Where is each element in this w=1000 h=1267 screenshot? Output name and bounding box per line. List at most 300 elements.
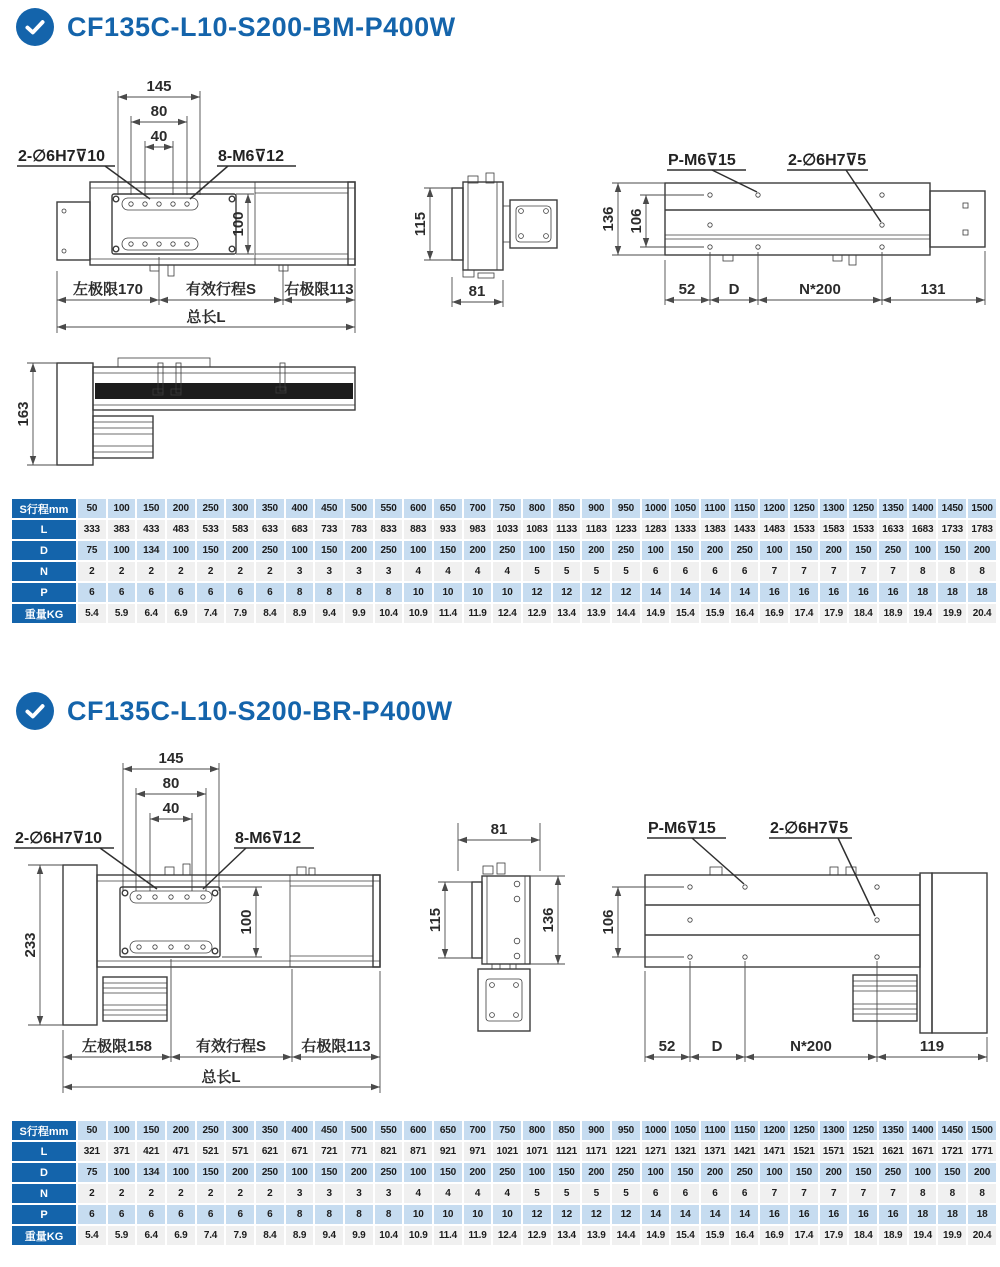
table-cell: 1221 <box>612 1142 640 1161</box>
table-cell: 1333 <box>671 520 699 539</box>
check-icon <box>16 692 54 730</box>
table-cell: 8 <box>938 1184 966 1203</box>
table-cell: 1771 <box>968 1142 996 1161</box>
row-label: 重量KG <box>12 604 76 623</box>
table-cell: 100 <box>760 541 788 560</box>
table-cell: 850 <box>553 499 581 518</box>
table-cell: 15.9 <box>701 1226 729 1245</box>
table-cell: 1521 <box>849 1142 877 1161</box>
table-cell: 100 <box>108 541 136 560</box>
table-cell: 7 <box>820 1184 848 1203</box>
table-cell: 12 <box>582 583 610 602</box>
table-cell: 250 <box>612 541 640 560</box>
table-cell: 100 <box>108 1163 136 1182</box>
table-cell: 5 <box>612 562 640 581</box>
table-cell: 1671 <box>909 1142 937 1161</box>
table-cell: 14 <box>671 583 699 602</box>
table-cell: 533 <box>197 520 225 539</box>
table-cell: 2 <box>137 562 165 581</box>
table-cell: 12 <box>553 583 581 602</box>
table-cell: 600 <box>404 499 432 518</box>
table-cell: 1233 <box>612 520 640 539</box>
table-cell: 5.9 <box>108 1226 136 1245</box>
table-cell: 883 <box>404 520 432 539</box>
table-cell: 250 <box>197 1121 225 1140</box>
table-cell: 1421 <box>731 1142 759 1161</box>
table-cell: 1500 <box>968 1121 996 1140</box>
table-cell: 1450 <box>938 1121 966 1140</box>
table-cell: 150 <box>434 541 462 560</box>
table-cell: 250 <box>375 541 403 560</box>
table-cell: 471 <box>167 1142 195 1161</box>
table-cell: 6 <box>226 1205 254 1224</box>
dim-40: 40 <box>150 128 168 145</box>
table-cell: 671 <box>286 1142 314 1161</box>
table-cell: 200 <box>701 541 729 560</box>
table-cell: 6.9 <box>167 604 195 623</box>
table-cell: 6 <box>731 1184 759 1203</box>
table-cell: 19.9 <box>938 1226 966 1245</box>
table-cell: 2 <box>167 1184 195 1203</box>
table-cell: 7 <box>879 1184 907 1203</box>
table-cell: 1200 <box>760 499 788 518</box>
table-cell: 16.9 <box>760 604 788 623</box>
table-cell: 14.9 <box>642 604 670 623</box>
table-cell: 1183 <box>582 520 610 539</box>
table-cell: 16 <box>849 1205 877 1224</box>
table-cell: 250 <box>375 1163 403 1182</box>
table-cell: 150 <box>938 1163 966 1182</box>
table-cell: 1383 <box>701 520 729 539</box>
table-cell: 5 <box>582 562 610 581</box>
table-cell: 8 <box>968 1184 996 1203</box>
table-cell: 14 <box>701 583 729 602</box>
dim-left-limit: 左极限170 <box>72 281 144 298</box>
table-cell: 633 <box>256 520 284 539</box>
table-cell: 350 <box>256 1121 284 1140</box>
table-cell: 200 <box>820 1163 848 1182</box>
table-cell: 3 <box>286 562 314 581</box>
table-row <box>12 1226 996 1245</box>
table-cell: 1633 <box>879 520 907 539</box>
row-label: P <box>12 1205 76 1224</box>
table-cell: 5.4 <box>78 1226 106 1245</box>
table-cell: 150 <box>553 541 581 560</box>
check-icon <box>16 8 54 46</box>
table-cell: 18 <box>938 583 966 602</box>
table-cell: 19.9 <box>938 604 966 623</box>
table-cell: 700 <box>464 1121 492 1140</box>
table-row <box>12 562 996 581</box>
table-cell: 1021 <box>493 1142 521 1161</box>
table-cell: 1171 <box>582 1142 610 1161</box>
table-cell: 7.4 <box>197 604 225 623</box>
table-cell: 11.9 <box>464 604 492 623</box>
dim-163: 163 <box>15 401 32 427</box>
table-cell: 18.4 <box>849 604 877 623</box>
table-cell: 17.4 <box>790 1226 818 1245</box>
table-cell: 950 <box>612 1121 640 1140</box>
table-cell: 150 <box>315 541 343 560</box>
table-cell: 13.9 <box>582 604 610 623</box>
table-cell: 5 <box>523 562 551 581</box>
table-cell: 1521 <box>790 1142 818 1161</box>
model-title-br: CF135C-L10-S200-BR-P400W <box>67 695 453 726</box>
table-cell: 134 <box>137 1163 165 1182</box>
table-cell: 50 <box>78 499 106 518</box>
table-cell: 12.9 <box>523 1226 551 1245</box>
table-cell: 200 <box>464 541 492 560</box>
table-cell: 1000 <box>642 1121 670 1140</box>
table-cell: 1433 <box>731 520 759 539</box>
table-cell: 14 <box>642 1205 670 1224</box>
table-cell: 10 <box>434 583 462 602</box>
table-cell: 100 <box>642 1163 670 1182</box>
table-cell: 16 <box>849 583 877 602</box>
table-cell: 1400 <box>909 1121 937 1140</box>
technical-drawing-bm <box>0 75 1000 495</box>
table-cell: 14 <box>731 1205 759 1224</box>
dim-D: D <box>728 281 740 298</box>
spec-table-bm <box>10 497 998 625</box>
table-cell: 1533 <box>849 520 877 539</box>
side-view <box>427 821 565 1031</box>
table-cell: 7 <box>849 1184 877 1203</box>
table-cell: 10.4 <box>375 1226 403 1245</box>
table-cell: 750 <box>493 1121 521 1140</box>
table-cell: 7 <box>879 562 907 581</box>
table-cell: 2 <box>197 562 225 581</box>
table-cell: 150 <box>790 1163 818 1182</box>
table-cell: 750 <box>493 499 521 518</box>
table-cell: 250 <box>493 541 521 560</box>
table-cell: 6 <box>78 583 106 602</box>
table-cell: 100 <box>523 1163 551 1182</box>
table-cell: 20.4 <box>968 1226 996 1245</box>
table-cell: 1071 <box>523 1142 551 1161</box>
row-label: D <box>12 1163 76 1182</box>
table-cell: 6 <box>108 1205 136 1224</box>
section-header-bm <box>16 8 456 46</box>
table-cell: 18 <box>968 583 996 602</box>
table-cell: 10 <box>493 1205 521 1224</box>
table-cell: 11.9 <box>464 1226 492 1245</box>
table-cell: 700 <box>464 499 492 518</box>
table-cell: 1100 <box>701 1121 729 1140</box>
table-cell: 1450 <box>938 499 966 518</box>
table-cell: 1500 <box>968 499 996 518</box>
table-cell: 8.4 <box>256 604 284 623</box>
table-cell: 733 <box>315 520 343 539</box>
table-cell: 150 <box>790 541 818 560</box>
dim-81: 81 <box>490 821 508 838</box>
table-cell: 1283 <box>642 520 670 539</box>
table-cell: 3 <box>345 562 373 581</box>
table-cell: 150 <box>137 499 165 518</box>
dim-left-limit: 左极限158 <box>81 1038 153 1055</box>
table-cell: 19.4 <box>909 1226 937 1245</box>
table-cell: 100 <box>286 541 314 560</box>
table-cell: 250 <box>493 1163 521 1182</box>
table-cell: 771 <box>345 1142 373 1161</box>
dim-80: 80 <box>150 103 168 120</box>
table-cell: 14 <box>731 583 759 602</box>
table-cell: 8 <box>286 583 314 602</box>
table-cell: 250 <box>256 1163 284 1182</box>
table-cell: 10 <box>464 1205 492 1224</box>
table-cell: 250 <box>731 1163 759 1182</box>
dim-total-length: 总长L <box>186 309 226 326</box>
table-cell: 850 <box>553 1121 581 1140</box>
table-cell: 100 <box>523 541 551 560</box>
table-cell: 8.9 <box>286 604 314 623</box>
table-cell: 150 <box>671 1163 699 1182</box>
table-cell: 10.4 <box>375 604 403 623</box>
table-cell: 1250 <box>849 1121 877 1140</box>
dim-100: 100 <box>230 211 247 237</box>
dim-52: 52 <box>658 1038 676 1055</box>
table-cell: 18 <box>909 583 937 602</box>
table-cell: 18 <box>968 1205 996 1224</box>
row-label: 重量KG <box>12 1226 76 1245</box>
table-row <box>12 541 996 560</box>
dim-80: 80 <box>162 775 180 792</box>
table-cell: 900 <box>582 1121 610 1140</box>
table-cell: 3 <box>315 562 343 581</box>
table-cell: 14.9 <box>642 1226 670 1245</box>
table-cell: 12 <box>582 1205 610 1224</box>
table-cell: 50 <box>78 1121 106 1140</box>
dim-106: 106 <box>600 909 617 935</box>
elevation-view <box>15 358 355 465</box>
table-cell: 16 <box>820 583 848 602</box>
dim-136: 136 <box>600 206 617 232</box>
front-view <box>14 750 380 1093</box>
table-cell: 11.4 <box>434 604 462 623</box>
table-cell: 333 <box>78 520 106 539</box>
table-cell: 100 <box>108 499 136 518</box>
dim-40: 40 <box>162 800 180 817</box>
table-cell: 8 <box>909 562 937 581</box>
table-cell: 7 <box>790 1184 818 1203</box>
table-cell: 7 <box>760 1184 788 1203</box>
callout-6h7: 2-∅6H7⊽5 <box>788 152 867 169</box>
table-cell: 1721 <box>938 1142 966 1161</box>
dim-right-limit: 右极限113 <box>301 1038 371 1055</box>
table-cell: 2 <box>108 562 136 581</box>
table-cell: 12.4 <box>493 1226 521 1245</box>
table-cell: 583 <box>226 520 254 539</box>
table-cell: 200 <box>582 541 610 560</box>
table-cell: 1483 <box>760 520 788 539</box>
table-cell: 200 <box>226 541 254 560</box>
table-cell: 1321 <box>671 1142 699 1161</box>
table-cell: 8 <box>315 1205 343 1224</box>
table-row <box>12 1184 996 1203</box>
table-cell: 12 <box>523 1205 551 1224</box>
table-cell: 8 <box>315 583 343 602</box>
callout-pm6: P-M6⊽15 <box>668 152 736 169</box>
bottom-view <box>600 820 987 1062</box>
table-cell: 8.4 <box>256 1226 284 1245</box>
table-cell: 1583 <box>820 520 848 539</box>
dim-115: 115 <box>427 907 444 933</box>
table-cell: 1050 <box>671 499 699 518</box>
table-cell: 16 <box>879 583 907 602</box>
table-cell: 150 <box>849 1163 877 1182</box>
table-cell: 8 <box>909 1184 937 1203</box>
table-cell: 950 <box>612 499 640 518</box>
table-cell: 921 <box>434 1142 462 1161</box>
table-cell: 550 <box>375 1121 403 1140</box>
table-cell: 16.4 <box>731 604 759 623</box>
hole-callout-right: 8-M6⊽12 <box>218 148 284 165</box>
table-cell: 1050 <box>671 1121 699 1140</box>
table-cell: 7 <box>849 562 877 581</box>
dim-106: 106 <box>628 208 645 234</box>
table-cell: 6 <box>701 1184 729 1203</box>
table-cell: 2 <box>226 562 254 581</box>
table-cell: 6 <box>226 583 254 602</box>
table-cell: 150 <box>849 541 877 560</box>
table-cell: 6 <box>731 562 759 581</box>
table-cell: 450 <box>315 1121 343 1140</box>
table-cell: 1300 <box>820 499 848 518</box>
table-cell: 1533 <box>790 520 818 539</box>
table-cell: 6.9 <box>167 1226 195 1245</box>
table-cell: 200 <box>167 499 195 518</box>
table-cell: 900 <box>582 499 610 518</box>
table-cell: 17.9 <box>820 1226 848 1245</box>
table-cell: 8.9 <box>286 1226 314 1245</box>
table-cell: 4 <box>464 1184 492 1203</box>
table-cell: 19.4 <box>909 604 937 623</box>
table-cell: 10 <box>404 1205 432 1224</box>
table-cell: 16 <box>820 1205 848 1224</box>
table-cell: 100 <box>108 1121 136 1140</box>
table-cell: 13.4 <box>553 1226 581 1245</box>
table-cell: 14 <box>671 1205 699 1224</box>
table-cell: 5.9 <box>108 604 136 623</box>
table-cell: 6 <box>108 583 136 602</box>
table-cell: 1371 <box>701 1142 729 1161</box>
table-cell: 350 <box>256 499 284 518</box>
front-view <box>17 78 355 333</box>
table-cell: 321 <box>78 1142 106 1161</box>
table-cell: 2 <box>167 562 195 581</box>
table-cell: 134 <box>137 541 165 560</box>
table-cell: 7 <box>790 562 818 581</box>
table-cell: 1121 <box>553 1142 581 1161</box>
table-cell: 200 <box>345 1163 373 1182</box>
table-cell: 3 <box>315 1184 343 1203</box>
table-cell: 8 <box>375 583 403 602</box>
table-cell: 250 <box>612 1163 640 1182</box>
table-cell: 250 <box>731 541 759 560</box>
table-cell: 300 <box>226 499 254 518</box>
table-cell: 3 <box>375 1184 403 1203</box>
table-cell: 16 <box>879 1205 907 1224</box>
table-cell: 75 <box>78 1163 106 1182</box>
table-cell: 14.4 <box>612 604 640 623</box>
table-cell: 1150 <box>731 499 759 518</box>
table-cell: 6 <box>197 1205 225 1224</box>
table-cell: 18 <box>938 1205 966 1224</box>
table-cell: 12 <box>523 583 551 602</box>
table-cell: 1100 <box>701 499 729 518</box>
table-cell: 5 <box>612 1184 640 1203</box>
table-cell: 9.4 <box>315 1226 343 1245</box>
table-cell: 3 <box>286 1184 314 1203</box>
table-cell: 13.4 <box>553 604 581 623</box>
table-cell: 650 <box>434 1121 462 1140</box>
table-cell: 2 <box>108 1184 136 1203</box>
table-cell: 17.9 <box>820 604 848 623</box>
table-cell: 100 <box>404 1163 432 1182</box>
table-cell: 5 <box>523 1184 551 1203</box>
dim-100: 100 <box>238 909 255 935</box>
table-cell: 4 <box>464 562 492 581</box>
technical-drawing-br <box>0 745 1000 1120</box>
table-cell: 10.9 <box>404 604 432 623</box>
table-cell: 200 <box>464 1163 492 1182</box>
table-cell: 2 <box>256 1184 284 1203</box>
table-cell: 550 <box>375 499 403 518</box>
table-cell: 6 <box>137 1205 165 1224</box>
table-cell: 16 <box>790 1205 818 1224</box>
table-cell: 2 <box>137 1184 165 1203</box>
table-cell: 16.9 <box>760 1226 788 1245</box>
table-cell: 200 <box>968 1163 996 1182</box>
section-header-br <box>16 692 453 730</box>
table-cell: 18.4 <box>849 1226 877 1245</box>
dim-stroke: 有效行程S <box>195 1038 267 1055</box>
dim-81: 81 <box>468 283 486 300</box>
table-cell: 250 <box>197 499 225 518</box>
table-cell: 5 <box>582 1184 610 1203</box>
table-cell: 9.4 <box>315 604 343 623</box>
table-cell: 821 <box>375 1142 403 1161</box>
table-row <box>12 499 996 518</box>
dim-D: D <box>711 1038 723 1055</box>
table-cell: 100 <box>167 1163 195 1182</box>
table-cell: 3 <box>345 1184 373 1203</box>
table-cell: 1683 <box>909 520 937 539</box>
table-cell: 4 <box>434 1184 462 1203</box>
table-cell: 833 <box>375 520 403 539</box>
table-cell: 12 <box>612 583 640 602</box>
table-cell: 683 <box>286 520 314 539</box>
table-cell: 250 <box>256 541 284 560</box>
table-cell: 8 <box>375 1205 403 1224</box>
table-cell: 3 <box>375 562 403 581</box>
table-cell: 10 <box>434 1205 462 1224</box>
table-cell: 6 <box>167 583 195 602</box>
table-cell: 1350 <box>879 1121 907 1140</box>
table-cell: 20.4 <box>968 604 996 623</box>
table-cell: 1471 <box>760 1142 788 1161</box>
table-cell: 6 <box>671 562 699 581</box>
table-cell: 10 <box>493 583 521 602</box>
table-cell: 150 <box>197 541 225 560</box>
table-cell: 6 <box>78 1205 106 1224</box>
table-cell: 721 <box>315 1142 343 1161</box>
table-cell: 300 <box>226 1121 254 1140</box>
table-cell: 4 <box>404 1184 432 1203</box>
table-cell: 17.4 <box>790 604 818 623</box>
model-title-bm: CF135C-L10-S200-BM-P400W <box>67 11 456 42</box>
table-cell: 2 <box>78 562 106 581</box>
